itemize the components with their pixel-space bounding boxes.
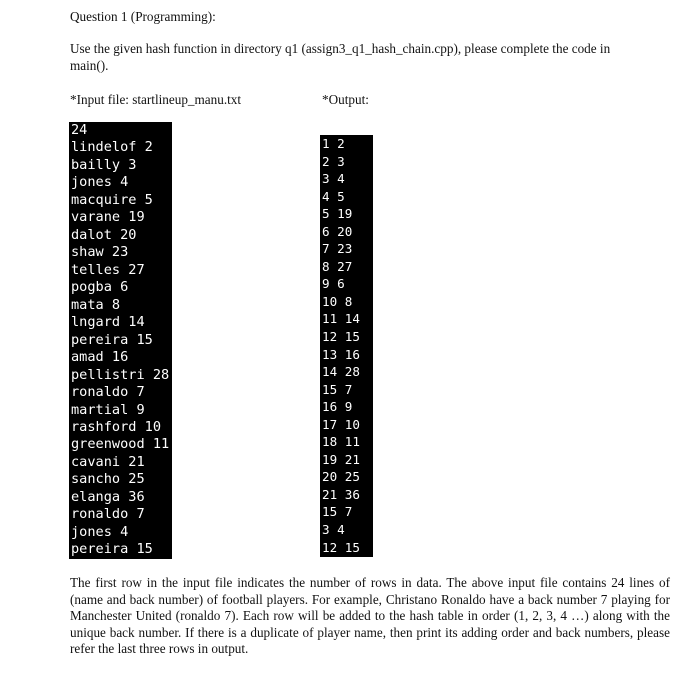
expected-output-listing (320, 135, 373, 557)
output-line: 16 9 (322, 399, 353, 415)
input-file-listing (69, 122, 172, 559)
input-line: cavani 21 (71, 453, 145, 470)
output-line: 3 4 (322, 171, 345, 187)
question-title: Question 1 (Programming): (70, 9, 216, 24)
input-line: sancho 25 (71, 471, 145, 488)
input-line: amad 16 (71, 349, 129, 366)
input-line: macquire 5 (71, 191, 153, 208)
input-line: lindelof 2 (71, 139, 153, 156)
input-file-label: *Input file: startlineup_manu.txt (70, 92, 242, 107)
output-line: 4 5 (322, 188, 345, 204)
output-line: 19 21 (322, 451, 360, 467)
output-line: 15 7 (322, 381, 353, 397)
output-label: *Output: (322, 92, 369, 107)
input-line: martial 9 (71, 401, 145, 418)
input-line: varane 19 (71, 209, 145, 226)
input-line: pellistri 28 (71, 366, 170, 383)
output-line: 20 25 (322, 469, 360, 485)
input-line: pereira 15 (71, 331, 153, 348)
input-line: ronaldo 7 (71, 506, 145, 523)
output-line: 2 3 (322, 153, 345, 169)
explanation-paragraph: The first row in the input file indicates the number of rows in data. The above input file contains 24 lines of (name and back number) of football players. For example, Christano Ronaldo have a back number 7 playing for Manchester United (ronaldo 7). Each row will be added to the hash table in order (1, 2, 3, 4 …) along with the unique back number. If there is a duplicate of player name, then print its adding order and back numbers, please refer the last three rows in output. (70, 575, 670, 656)
input-line: 24 (71, 122, 88, 138)
output-line: 17 10 (322, 416, 360, 432)
output-line: 1 2 (322, 136, 345, 151)
output-line: 3 4 (322, 522, 345, 538)
output-line: 21 36 (322, 486, 360, 502)
input-line: lngard 14 (71, 314, 145, 331)
output-line: 12 15 (322, 539, 360, 555)
input-line: rashford 10 (71, 418, 162, 435)
output-line: 10 8 (322, 293, 353, 309)
output-line: 18 11 (322, 434, 360, 450)
instructions-paragraph: Use the given hash function in directory q1 (assign3_q1_hash_chain.cpp), please complete the code in main(). (70, 41, 611, 73)
input-line: elanga 36 (71, 488, 145, 505)
output-line: 6 20 (322, 223, 353, 239)
input-line: telles 27 (71, 261, 145, 278)
input-line: bailly 3 (71, 156, 137, 173)
output-line: 8 27 (322, 258, 353, 274)
output-line: 12 15 (322, 329, 360, 345)
input-line: pereira 15 (71, 541, 153, 558)
output-line: 11 14 (322, 311, 360, 327)
input-line: ronaldo 7 (71, 384, 145, 401)
input-line: dalot 20 (71, 226, 137, 243)
input-line: greenwood 11 (71, 436, 170, 453)
input-line: mata 8 (71, 296, 121, 313)
input-line: jones 4 (71, 523, 129, 540)
output-line: 7 23 (322, 241, 353, 257)
input-line: pogba 6 (71, 279, 129, 296)
input-line: shaw 23 (71, 244, 129, 261)
output-line: 13 16 (322, 346, 360, 362)
output-line: 5 19 (322, 206, 353, 222)
output-line: 15 7 (322, 504, 353, 520)
input-line: jones 4 (71, 174, 129, 191)
output-line: 9 6 (322, 276, 345, 292)
output-line: 14 28 (322, 364, 360, 380)
